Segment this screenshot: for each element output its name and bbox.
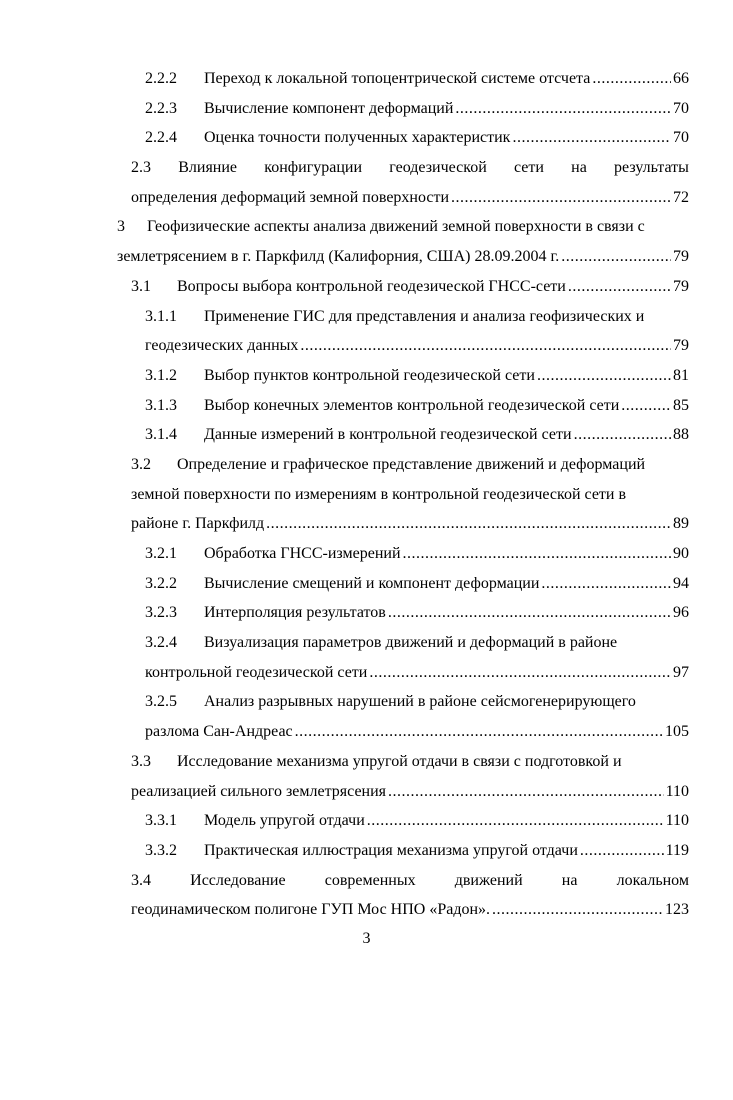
toc-title-word: результаты [614, 159, 689, 177]
toc-leader [367, 806, 664, 836]
toc-number: 3.2.4 [145, 634, 177, 652]
toc-number: 3.4 [131, 871, 151, 889]
toc-title: Практическая иллюстрация механизма упругой отдачи [204, 841, 578, 859]
toc-page: 70 [673, 99, 689, 117]
toc-number: 3.3.1 [145, 812, 177, 830]
toc-entry [0, 64, 733, 94]
toc-title: Исследование механизма упругой отдачи в связи с подготовкой и [177, 752, 622, 770]
toc-title-word: современных [324, 871, 416, 889]
toc-leader [388, 598, 671, 628]
toc-entry [0, 94, 733, 124]
toc-page: 66 [673, 70, 689, 87]
toc-entry [0, 361, 733, 391]
toc-number: 3.2.5 [145, 693, 177, 711]
toc-leader [541, 569, 671, 599]
toc-title: районе г. Паркфилд [131, 515, 265, 533]
toc-number: 2.2.3 [145, 99, 177, 117]
toc-leader [512, 123, 671, 153]
toc-title: земной поверхности по измерениям в контрольной геодезической сети в [131, 485, 627, 503]
toc-page: 96 [673, 604, 689, 622]
toc-title: контрольной геодезической сети [145, 663, 368, 681]
toc-leader [580, 836, 664, 866]
toc-number: 3.3 [131, 752, 151, 770]
toc-entry-continuation [0, 895, 733, 925]
toc-page: 79 [673, 277, 689, 295]
toc-page: 110 [665, 812, 689, 830]
toc-title-word: Исследование [190, 871, 286, 889]
toc-page: 79 [673, 337, 689, 355]
toc-title: Вычисление смещений и компонент деформации [204, 574, 540, 592]
toc-page: 90 [673, 545, 689, 562]
toc-leader [492, 895, 663, 925]
toc-entry [0, 123, 733, 153]
toc-number: 3.1.1 [145, 307, 177, 325]
table-of-contents [0, 64, 733, 925]
toc-entry-continuation [0, 777, 733, 807]
toc-title: Анализ разрывных нарушений в районе сейсмогенерирующего [204, 693, 636, 711]
toc-leader [369, 658, 671, 688]
toc-title: Визуализация параметров движений и деформаций в районе [204, 634, 618, 652]
toc-page: 85 [673, 396, 689, 414]
toc-title-word: конфигурации [264, 159, 363, 177]
toc-page: 72 [673, 188, 689, 206]
toc-entry [0, 420, 733, 450]
toc-title-word: геодезической [389, 159, 487, 177]
toc-number: 3.3.2 [145, 841, 177, 859]
toc-title: геодинамическом полигоне ГУП Мос НПО «Радон». [131, 901, 491, 919]
toc-title: Вопросы выбора контрольной геодезической ГНСС-сети [177, 277, 566, 295]
toc-number: 2.2.2 [145, 70, 177, 87]
toc-leader [388, 777, 664, 807]
toc-page: 81 [673, 366, 689, 384]
toc-number: 3.2.3 [145, 604, 177, 622]
toc-page: 119 [665, 841, 689, 859]
toc-page: 79 [673, 248, 689, 266]
toc-page: 94 [673, 574, 689, 592]
toc-entry [0, 450, 733, 480]
toc-entry [0, 391, 733, 421]
toc-leader [592, 64, 671, 94]
toc-title: Модель упругой отдачи [204, 812, 365, 830]
toc-number: 3.2.1 [145, 545, 177, 562]
toc-leader [455, 94, 671, 124]
toc-title: Выбор конечных элементов контрольной геодезической сети [204, 396, 620, 414]
toc-number: 2.3 [131, 159, 151, 177]
toc-number: 3.1.4 [145, 426, 177, 444]
toc-title-word: на [571, 159, 587, 177]
toc-page: 97 [673, 663, 689, 681]
toc-number: 2.2.4 [145, 129, 177, 147]
toc-title-word: на [561, 871, 578, 889]
toc-number: 3.2.2 [145, 574, 177, 592]
toc-number: 3.2 [131, 455, 151, 473]
toc-page: 70 [673, 129, 689, 147]
toc-entry-continuation [0, 509, 733, 539]
toc-leader [300, 331, 671, 361]
toc-entry [0, 806, 733, 836]
toc-page: 110 [665, 782, 689, 800]
toc-entry [0, 747, 733, 777]
toc-title: Определение и графическое представление движений и деформаций [177, 455, 646, 473]
toc-leader [403, 539, 672, 569]
toc-title-word: сети [513, 159, 544, 177]
toc-leader [537, 361, 671, 391]
toc-entry-continuation [0, 480, 733, 510]
toc-title: землетрясением в г. Паркфилд (Калифорния, США) 28.09.2004 г. [117, 248, 560, 266]
toc-entry-continuation [0, 658, 733, 688]
toc-leader [266, 509, 671, 539]
toc-title: Выбор пунктов контрольной геодезической сети [204, 366, 535, 384]
toc-title-word: локальном [616, 871, 689, 889]
toc-entry [0, 687, 733, 717]
toc-entry [0, 272, 733, 302]
toc-leader [568, 272, 671, 302]
toc-entry [0, 598, 733, 628]
toc-page: 88 [673, 426, 689, 444]
toc-title: реализацией сильного землетрясения [131, 782, 387, 800]
toc-title: Интерполяция результатов [204, 604, 386, 622]
toc-leader [561, 242, 671, 272]
toc-entry [0, 539, 733, 569]
toc-title: геодезических данных [145, 337, 299, 355]
toc-title: Вычисление компонент деформаций [204, 99, 454, 117]
toc-entry-continuation [0, 183, 733, 213]
toc-number: 3.1.2 [145, 366, 177, 384]
toc-entry [0, 628, 733, 658]
toc-title: разлома Сан-Андреас [145, 723, 293, 741]
toc-title: Переход к локальной топоцентрической системе отсчета [204, 70, 591, 87]
toc-leader [574, 420, 671, 450]
page-number: 3 [362, 930, 371, 947]
toc-title-word: движений [454, 871, 523, 889]
toc-entry [0, 212, 733, 242]
toc-title-word: Влияние [178, 159, 238, 177]
toc-title: Применение ГИС для представления и анализа геофизических и [204, 307, 645, 325]
toc-leader [295, 717, 663, 747]
toc-leader [451, 183, 671, 213]
toc-entry-continuation [0, 242, 733, 272]
toc-page: 105 [665, 723, 689, 741]
toc-entry-continuation [0, 331, 733, 361]
toc-entry-continuation [0, 717, 733, 747]
toc-title: определения деформаций земной поверхности [131, 188, 450, 206]
toc-entry [0, 153, 733, 183]
toc-page: 123 [665, 901, 689, 919]
toc-entry [0, 569, 733, 599]
toc-title: Оценка точности полученных характеристик [204, 129, 511, 147]
toc-entry [0, 302, 733, 332]
toc-leader [621, 391, 671, 421]
toc-title: Обработка ГНСС-измерений [204, 545, 401, 562]
toc-number: 3 [117, 218, 125, 236]
toc-page: 89 [673, 515, 689, 533]
toc-number: 3.1 [131, 277, 151, 295]
toc-number: 3.1.3 [145, 396, 177, 414]
toc-title: Данные измерений в контрольной геодезической сети [204, 426, 572, 444]
toc-title: Геофизические аспекты анализа движений земной поверхности в связи с [147, 218, 645, 236]
toc-entry [0, 836, 733, 866]
toc-entry [0, 866, 733, 896]
